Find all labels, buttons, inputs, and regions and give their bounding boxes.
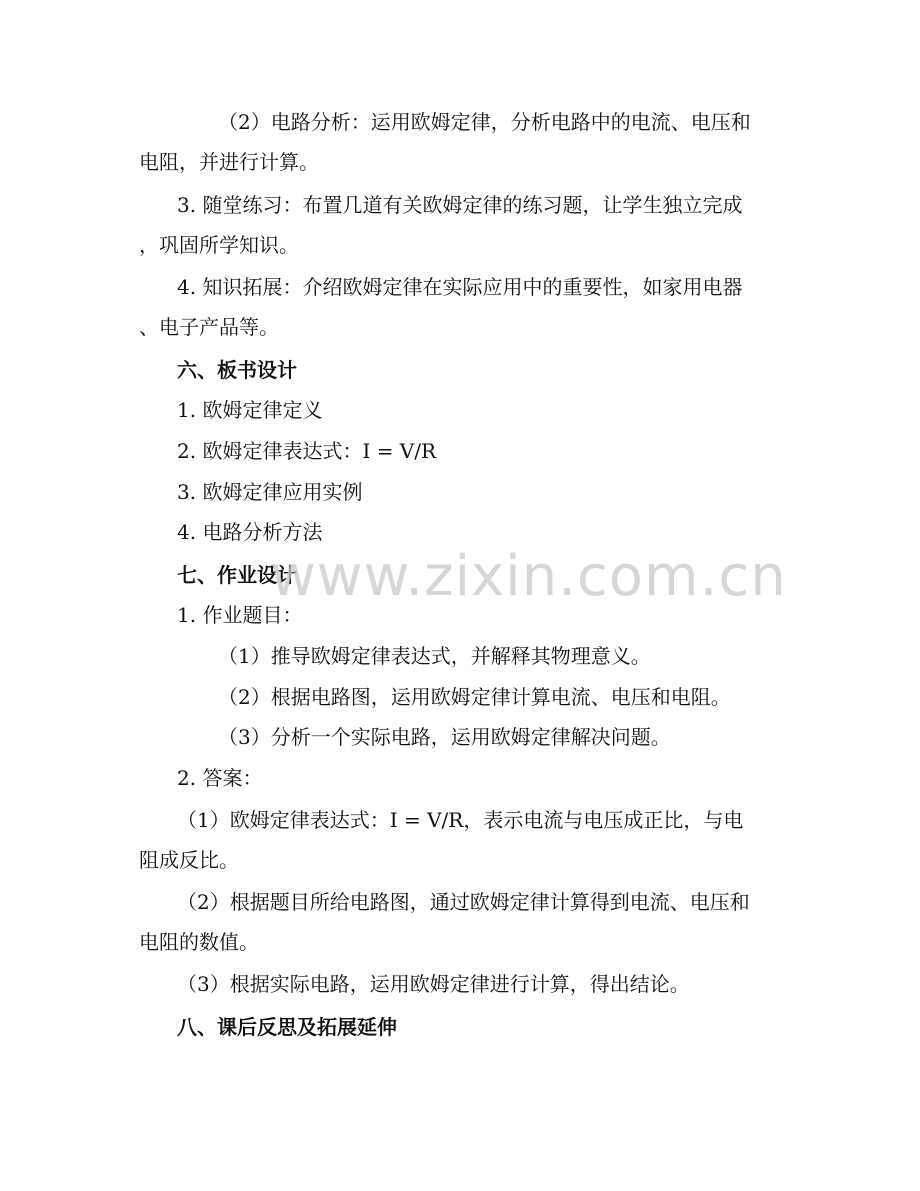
homework-item-2: （2）根据电路图，运用欧姆定律计算电流、电压和电阻。: [218, 685, 731, 709]
board-item-3: 3. 欧姆定律应用实例: [177, 480, 363, 504]
homework-title: 1. 作业题目：: [177, 603, 303, 627]
answer-2-line2: 电阻的数值。: [139, 930, 259, 954]
paragraph-circuit-analysis-line1: （2）电路分析：运用欧姆定律，分析电路中的电流、电压和: [218, 110, 751, 134]
homework-item-1: （1）推导欧姆定律表达式，并解释其物理意义。: [218, 644, 651, 668]
answer-1-line1: （1）欧姆定律表达式：I = V/R，表示电流与电压成正比，与电: [177, 808, 744, 832]
paragraph-extension-line2: 、电子产品等。: [139, 315, 279, 339]
board-item-1: 1. 欧姆定律定义: [177, 398, 323, 422]
answer-title: 2. 答案：: [177, 766, 263, 790]
answer-2-line1: （2）根据题目所给电路图，通过欧姆定律计算得到电流、电压和: [177, 890, 750, 914]
paragraph-circuit-analysis-line2: 电阻，并进行计算。: [139, 150, 319, 174]
homework-item-3: （3）分析一个实际电路，运用欧姆定律解决问题。: [218, 725, 671, 749]
board-item-2: 2. 欧姆定律表达式：I = V/R: [177, 439, 437, 463]
paragraph-practice-line1: 3. 随堂练习：布置几道有关欧姆定律的练习题，让学生独立完成: [177, 193, 743, 217]
section-six-heading: 六、板书设计: [177, 358, 297, 382]
paragraph-practice-line2: ，巩固所学知识。: [139, 233, 299, 257]
answer-3: （3）根据实际电路，运用欧姆定律进行计算，得出结论。: [177, 972, 690, 996]
paragraph-extension-line1: 4. 知识拓展：介绍欧姆定律在实际应用中的重要性，如家用电器: [177, 275, 743, 299]
section-eight-heading: 八、课后反思及拓展延伸: [177, 1015, 397, 1039]
answer-1-line2: 阻成反比。: [139, 848, 239, 872]
section-seven-heading: 七、作业设计: [177, 563, 297, 587]
watermark: www.zixin.com.cn: [270, 544, 787, 609]
board-item-4: 4. 电路分析方法: [177, 520, 323, 544]
